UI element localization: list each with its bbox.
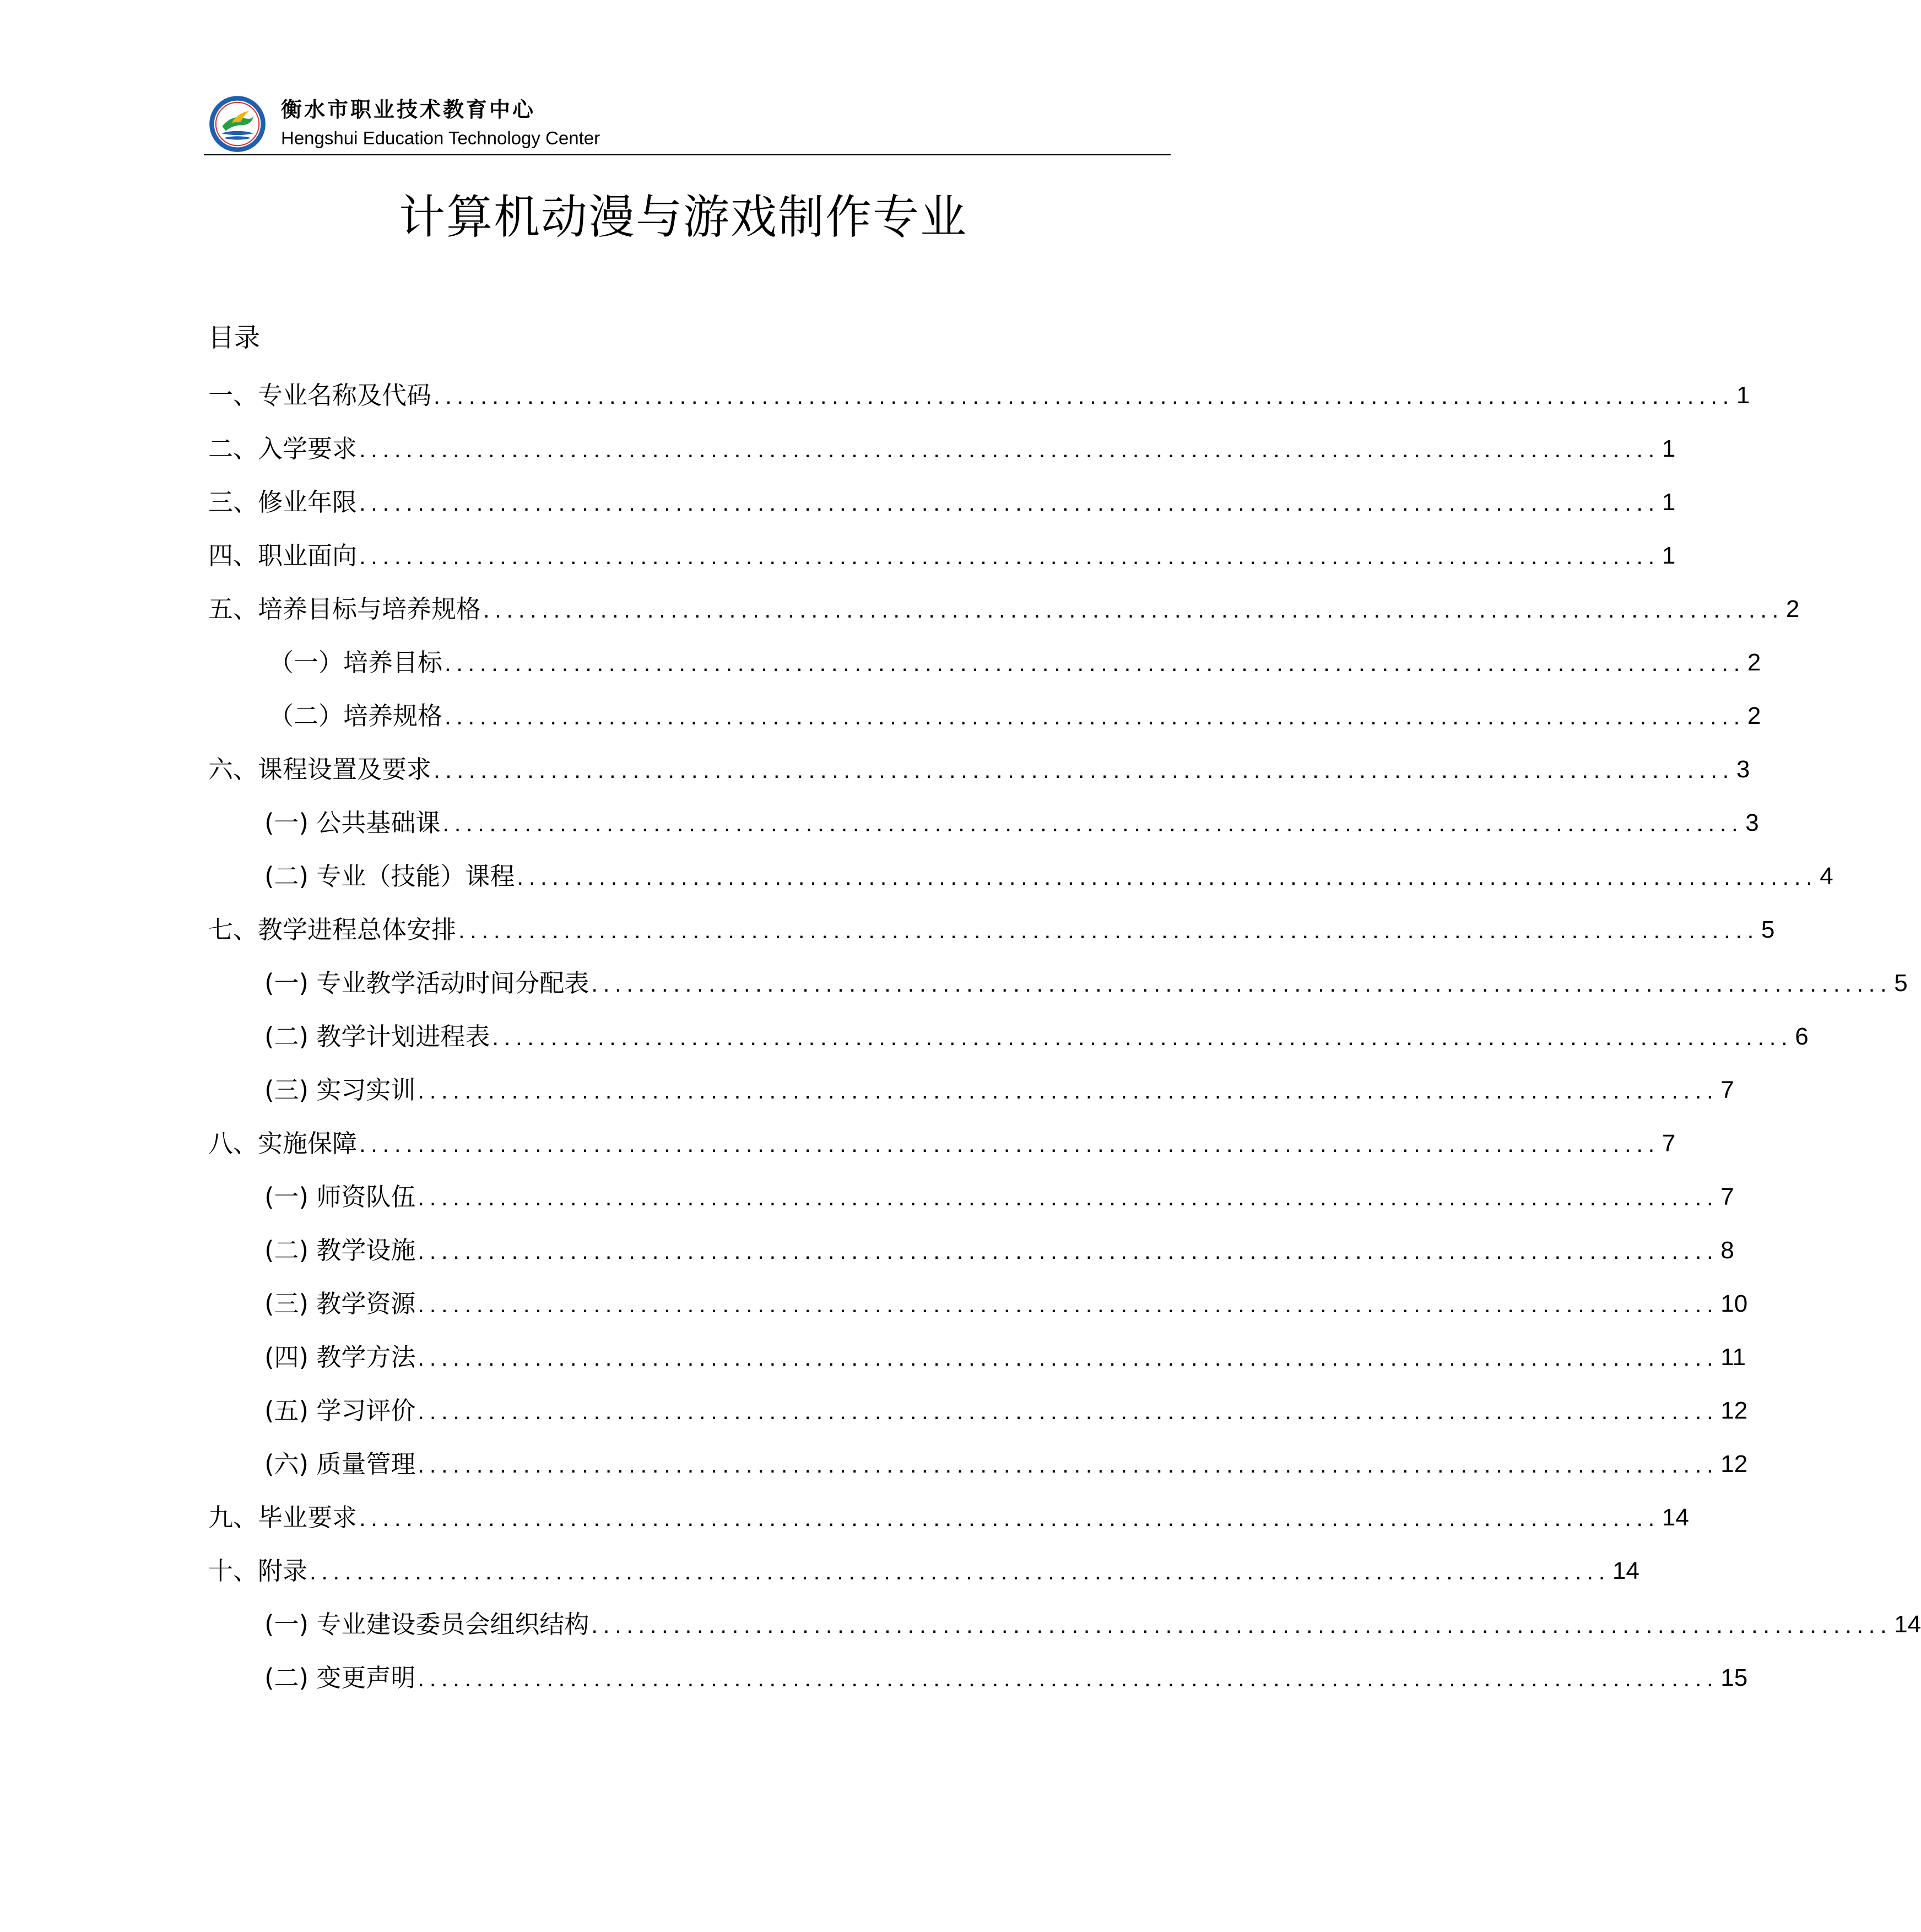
toc-leader-dots: ............................................................................................................... — [434, 757, 1734, 783]
school-emblem-icon — [208, 95, 267, 153]
toc-entry-page: 3 — [1745, 809, 1759, 836]
toc-entry-label: 二、入学要求 — [208, 434, 358, 463]
toc-entry-label: 七、教学进程总体安排 — [208, 915, 457, 944]
toc-leader-dots: ............................................................................................................... — [359, 1131, 1660, 1157]
toc-entry-label: (一) 专业教学活动时间分配表 — [264, 968, 589, 998]
toc-entry[interactable] — [269, 642, 1761, 677]
toc-entry[interactable] — [208, 588, 1800, 624]
toc-entry-page: 2 — [1747, 649, 1761, 676]
toc-entry-page: 2 — [1785, 596, 1800, 623]
toc-leader-dots: ............................................................................................................... — [591, 1612, 1892, 1638]
toc-entry-label: (三) 教学资源 — [264, 1289, 416, 1318]
toc-entry[interactable] — [264, 856, 1833, 891]
toc-entry-page: 8 — [1720, 1237, 1734, 1264]
toc-entry-label: (二) 专业（技能）课程 — [264, 862, 515, 891]
toc-leader-dots: ............................................................................................................... — [418, 1238, 1719, 1264]
toc-entry-page: 7 — [1720, 1076, 1734, 1103]
toc-entry-page: 1 — [1662, 435, 1676, 462]
toc-entry[interactable] — [264, 1390, 1748, 1425]
toc-leader-dots: ............................................................................................................... — [517, 864, 1818, 890]
toc-entry-page: 4 — [1820, 863, 1833, 890]
toc-entry[interactable] — [208, 375, 1750, 410]
toc-leader-dots: ............................................................................................................... — [418, 1345, 1719, 1371]
toc-entry[interactable] — [208, 1123, 1676, 1158]
toc-leader-dots: ............................................................................................................... — [418, 1452, 1719, 1478]
toc-entry-label: （一）培养目标 — [269, 648, 443, 677]
toc-leader-dots: ............................................................................................................... — [359, 490, 1660, 516]
toc-entry-label: (二) 变更声明 — [264, 1663, 416, 1692]
toc-entry[interactable] — [269, 695, 1761, 730]
toc-entry-page: 14 — [1894, 1611, 1921, 1638]
toc-entry-page: 5 — [1761, 916, 1775, 943]
toc-leader-dots: ............................................................................................................... — [359, 1505, 1660, 1531]
document-title: 计算机动漫与游戏制作专业 — [398, 190, 967, 244]
page-header — [204, 93, 1171, 155]
toc-entry[interactable] — [264, 962, 1908, 998]
toc-entry-label: （二）培养规格 — [269, 701, 443, 730]
toc-entry[interactable] — [264, 1443, 1748, 1479]
toc-leader-dots: ............................................................................................................... — [445, 650, 1745, 676]
toc-entry-label: (五) 学习评价 — [264, 1396, 416, 1425]
toc-entry-page: 2 — [1747, 702, 1761, 729]
org-name-en: Hengshui Education Technology Center — [281, 128, 600, 148]
toc-entry[interactable] — [264, 1176, 1734, 1211]
toc-entry-page: 1 — [1662, 489, 1676, 516]
header-divider — [204, 154, 1171, 155]
toc-entry-page: 11 — [1720, 1344, 1746, 1371]
toc-entry-label: 十、附录 — [208, 1556, 308, 1585]
toc-entry[interactable] — [208, 749, 1750, 784]
toc-entry-label: (一) 公共基础课 — [264, 808, 441, 837]
toc-leader-dots: ............................................................................................................... — [359, 543, 1660, 569]
toc-leader-dots: ............................................................................................................... — [418, 1665, 1719, 1691]
toc-entry-page: 1 — [1736, 382, 1750, 409]
toc-entry-label: (二) 教学计划进程表 — [264, 1022, 490, 1051]
toc-entry-label: (三) 实习实训 — [264, 1075, 416, 1105]
toc-entry[interactable] — [264, 1604, 1921, 1639]
toc-entry-page: 1 — [1662, 542, 1676, 569]
toc-entry-label: 一、专业名称及代码 — [208, 381, 432, 410]
toc-entry[interactable] — [264, 1657, 1748, 1692]
toc-entry-page: 6 — [1795, 1023, 1809, 1050]
toc-entry-page: 14 — [1612, 1557, 1639, 1584]
toc-entry-page: 3 — [1736, 756, 1750, 783]
toc-entry[interactable] — [208, 1550, 1639, 1585]
toc-entry-label: 四、职业面向 — [208, 541, 358, 570]
org-name-cn: 衡水市职业技术教育中心 — [281, 97, 536, 122]
toc-leader-dots: ............................................................................................................... — [458, 917, 1759, 943]
toc-leader-dots: ............................................................................................................... — [359, 436, 1660, 462]
toc-entry-page: 7 — [1720, 1183, 1734, 1210]
toc-entry[interactable] — [264, 1283, 1748, 1318]
toc-leader-dots: ............................................................................................................... — [418, 1398, 1719, 1424]
toc-leader-dots: ............................................................................................................... — [418, 1078, 1719, 1103]
toc-entry-page: 12 — [1720, 1397, 1748, 1424]
toc-leader-dots: ............................................................................................................... — [310, 1558, 1610, 1584]
toc-leader-dots: ............................................................................................................... — [492, 1024, 1793, 1050]
toc-entry[interactable] — [208, 535, 1676, 570]
toc-entry-label: (一) 师资队伍 — [264, 1182, 416, 1211]
toc-entry[interactable] — [208, 909, 1775, 944]
toc-entry[interactable] — [208, 481, 1676, 517]
toc-heading: 目录 — [208, 323, 260, 353]
toc-entry[interactable] — [264, 1069, 1734, 1105]
toc-entry-label: (二) 教学设施 — [264, 1236, 416, 1265]
toc-entry-page: 12 — [1720, 1451, 1748, 1478]
toc-entry-label: 六、课程设置及要求 — [208, 755, 432, 784]
toc-entry-page: 10 — [1720, 1290, 1748, 1317]
toc-leader-dots: ............................................................................................................... — [442, 810, 1744, 836]
toc-entry[interactable] — [264, 1016, 1809, 1051]
toc-entry-label: 三、修业年限 — [208, 488, 358, 517]
toc-leader-dots: ............................................................................................................... — [418, 1184, 1719, 1210]
toc-entry-page: 14 — [1662, 1504, 1689, 1531]
toc-entry-page: 5 — [1894, 970, 1908, 997]
toc-entry-label: 八、实施保障 — [208, 1129, 358, 1158]
toc-leader-dots: ............................................................................................................... — [434, 383, 1734, 409]
toc-entry-label: 五、培养目标与培养规格 — [208, 594, 481, 624]
toc-entry[interactable] — [264, 802, 1759, 837]
toc-entry[interactable] — [208, 1497, 1689, 1532]
toc-entry-label: (一) 专业建设委员会组织结构 — [264, 1610, 589, 1639]
toc-entry[interactable] — [264, 1230, 1734, 1265]
toc-leader-dots: ............................................................................................................... — [445, 703, 1745, 729]
toc-entry-label: (四) 教学方法 — [264, 1343, 416, 1372]
toc-leader-dots: ............................................................................................................... — [483, 597, 1784, 623]
toc-leader-dots: ............................................................................................................... — [418, 1291, 1719, 1317]
toc-entry[interactable] — [264, 1336, 1746, 1372]
toc-entry-label: (六) 质量管理 — [264, 1449, 416, 1479]
toc-entry[interactable] — [208, 428, 1676, 463]
toc-entry-page: 7 — [1662, 1130, 1676, 1157]
toc-entry-label: 九、毕业要求 — [208, 1503, 358, 1532]
toc-leader-dots: ............................................................................................................... — [591, 971, 1892, 997]
toc-entry-page: 15 — [1720, 1664, 1748, 1691]
